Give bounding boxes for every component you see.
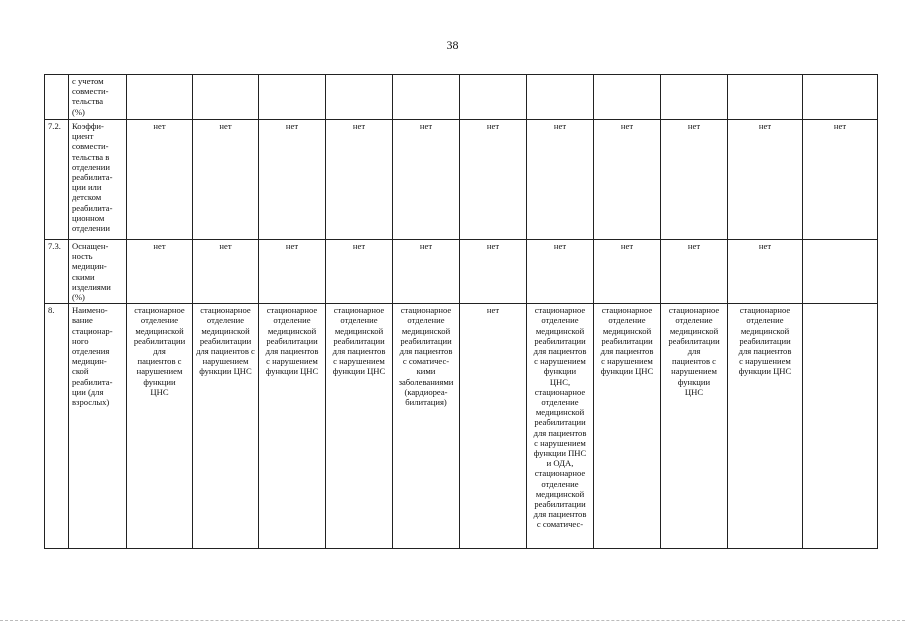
cell-value: нет [486,241,500,251]
cell-value: стационарное отделение медицинской реабилитации для пациентов с нарушением функции ЦНС [668,305,720,397]
table-cell [393,120,460,240]
row-label: Коэффи- циент совмести- тельства в отделении реабилита- ции или детском реабилита- ционном отделении [72,121,113,234]
table-row [45,120,878,240]
cell-value: нет [553,241,567,251]
cell-value: нет [419,121,433,131]
table-cell [193,304,259,549]
cell-value: нет [352,241,366,251]
cell-value: нет [219,121,232,131]
table-cell [193,240,259,304]
table-cell [127,120,193,240]
table-cell [527,304,594,549]
cell-value: нет [285,121,299,131]
table-row [45,304,878,549]
cell-value: нет [153,121,166,131]
row-label-cell [69,304,127,549]
table-cell [127,75,193,120]
page-bottom-edge [0,620,905,622]
table-cell [326,240,393,304]
cell-value: нет [352,121,366,131]
table-cell [661,240,728,304]
table-cell [527,75,594,120]
row-label-cell [69,75,127,120]
cell-value: стационарное отделение медицинской реабилитации для пациентов с нарушением функции ЦНС [133,305,186,397]
cell-value: стационарное отделение медицинской реабилитации для пациентов с соматичес- кими заболеваниями (кардиореа- билитация) [398,305,454,408]
table-cell [259,75,326,120]
cell-value: нет [833,121,847,131]
cell-value: стационарное отделение медицинской реабилитации для пациентов с нарушением функции ЦНС, стационарное отделение медицинской реабилитации для пациентов с нарушением функции ПНС и ОДА, стационарное отделение медицинской реабилитации для пациентов с соматичес- [533,305,587,530]
table-cell [393,304,460,549]
table-cell [193,120,259,240]
page-number: 38 [446,38,459,52]
row-label: Оснащен- ность медицин- скими изделиями (%) [72,241,111,303]
row-number-cell [45,304,69,549]
cell-value: нет [553,121,567,131]
table-cell [594,240,661,304]
table-cell [728,304,803,549]
table-cell [259,240,326,304]
table-cell [803,120,878,240]
cell-value: стационарное отделение медицинской реабилитации для пациентов с нарушением функции ЦНС [738,305,792,377]
table-row [45,240,878,304]
row-number: 7.2. [48,121,61,131]
table-cell [259,304,326,549]
cell-value: стационарное отделение медицинской реабилитации для пациентов с нарушением функции ЦНС [196,305,255,377]
cell-value: стационарное отделение медицинской реабилитации для пациентов с нарушением функции ЦНС [600,305,654,377]
table-cell [594,120,661,240]
row-number-cell [45,240,69,304]
table-cell [326,120,393,240]
table-cell [259,120,326,240]
table-cell [393,75,460,120]
table-cell [326,75,393,120]
cell-value: нет [219,241,232,251]
table-cell [728,75,803,120]
row-number: 8. [48,305,55,316]
row-label-cell [69,120,127,240]
table-body [45,75,878,549]
cell-value: стационарное отделение медицинской реабилитации для пациентов с нарушением функции ЦНС [332,305,386,377]
cell-value: нет [758,241,772,251]
table-cell [127,304,193,549]
cell-value: нет [758,121,772,131]
table-cell [460,240,527,304]
cell-value: нет [687,121,701,131]
cell-value: нет [486,305,500,316]
cell-value: нет [486,121,500,131]
table-cell [460,120,527,240]
table-cell [193,75,259,120]
row-number-cell [45,120,69,240]
table-cell [803,304,878,549]
data-table [44,74,878,549]
cell-value: нет [153,241,166,251]
table-row [45,75,878,120]
row-number-cell [45,75,69,120]
table-cell [803,240,878,304]
table-cell [393,240,460,304]
table-cell [594,304,661,549]
cell-value: нет [687,241,701,251]
table-cell [661,75,728,120]
table-cell [127,240,193,304]
table-cell [594,75,661,120]
cell-value: нет [620,241,634,251]
cell-value: нет [285,241,299,251]
table-cell [527,120,594,240]
row-number: 7.3. [48,241,61,251]
table-cell [527,240,594,304]
table-cell [728,120,803,240]
table-cell [803,75,878,120]
row-label: с учетом совмести- тельства (%) [72,76,109,117]
table-cell [460,75,527,120]
cell-value: стационарное отделение медицинской реабилитации для пациентов с нарушением функции ЦНС [265,305,319,377]
cell-value: нет [419,241,433,251]
table-cell [661,304,728,549]
cell-value: нет [620,121,634,131]
table-cell [728,240,803,304]
table-cell [460,304,527,549]
table-cell [326,304,393,549]
row-label: Наимено- вание стационар- ного отделения медицин- ской реабилита- ции (для взрослых) [72,305,113,408]
row-label-cell [69,240,127,304]
table-cell [661,120,728,240]
